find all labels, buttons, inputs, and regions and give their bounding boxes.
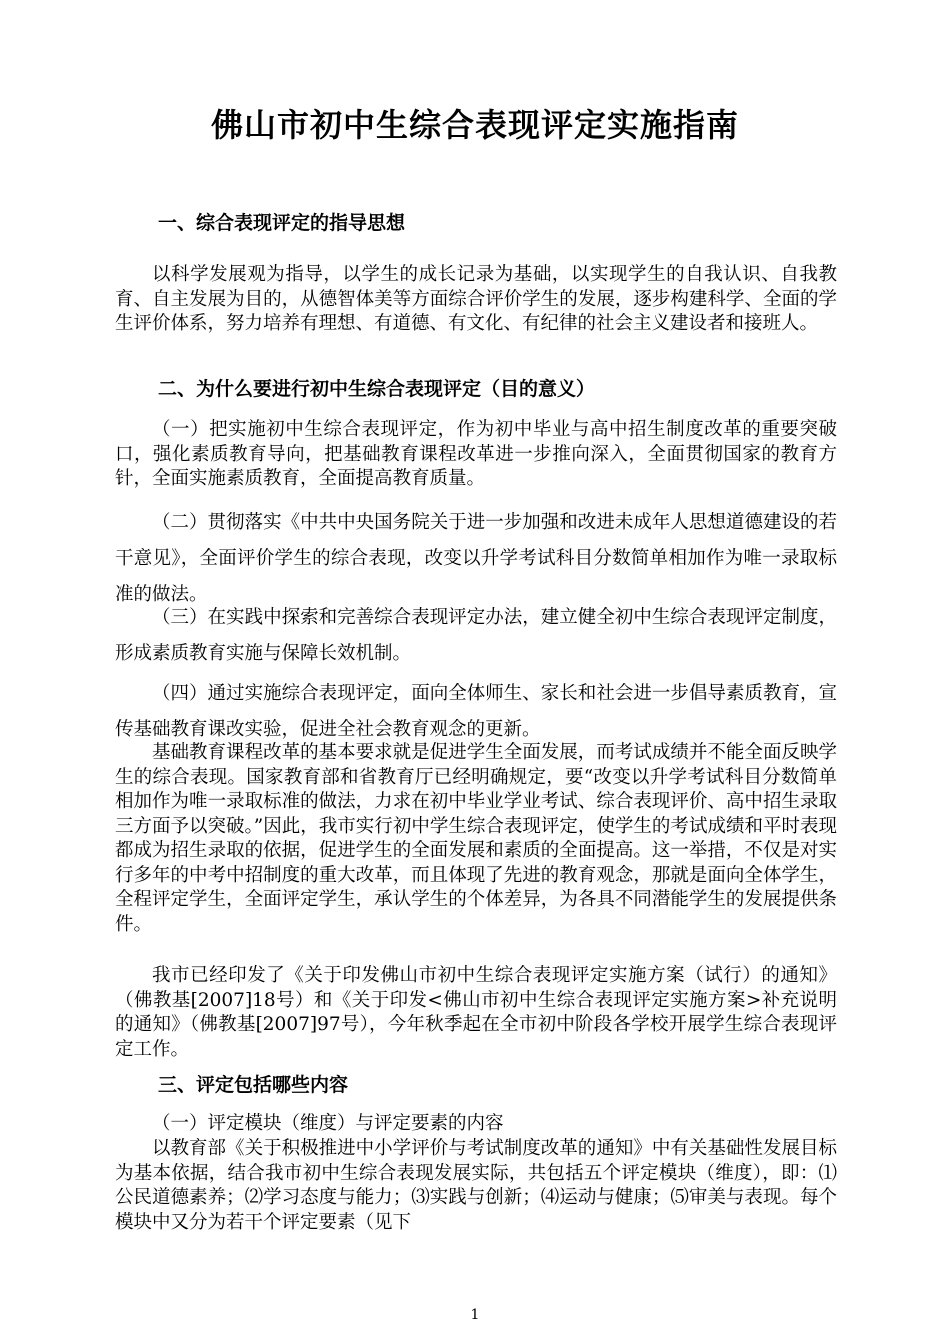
paragraph-content-subheading: （一）评定模块（维度）与评定要素的内容 [152, 1113, 504, 1134]
paragraph-purpose-4: （四）通过实施综合表现评定，面向全体师生、家长和社会进一步倡导素质教育，宣传基础教育课改实验，促进全社会教育观念的更新。 [115, 683, 837, 740]
paragraph-purpose-6: 我市已经印发了《关于印发佛山市初中生综合表现评定实施方案（试行）的通知》（佛教基[2007]18号）和《关于印发<佛山市初中生综合表现评定实施方案>补充说明的通知》（佛教基[2007]97号），今年秋季起在全市初中阶段各学校开展学生综合表现评定工作。 [115, 965, 837, 1060]
paragraph-guiding-principle: 以科学发展观为指导，以学生的成长记录为基础，以实现学生的自我认识、自我教育、自主发展为目的，从德智体美等方面综合评价学生的发展，逐步构建科学、全面的学生评价体系，努力培养有理想、有道德、有文化、有纪律的社会主义建设者和接班人。 [115, 264, 837, 334]
page-number: 1 [470, 1307, 480, 1323]
paragraph-purpose-2: （二）贯彻落实《中共中央国务院关于进一步加强和改进未成年人思想道德建设的若干意见》，全面评价学生的综合表现，改变以升学考试科目分数简单相加作为唯一录取标准的做法。 [115, 512, 837, 605]
section-heading-guiding-principle: 一、综合表现评定的指导思想 [158, 212, 406, 234]
document-title: 佛山市初中生综合表现评定实施指南 [210, 106, 739, 144]
paragraph-content-1: 以教育部《关于积极推进中小学评价与考试制度改革的通知》中有关基础性发展目标为基本依据，结合我市初中生综合表现发展实际，共包括五个评定模块（维度），即：⑴ 公民道德素养；⑵学习态度与能力；⑶实践与创新；⑷运动与健康；⑸审美与表现。每个模块中又分为若干个评定要素（见下 [115, 1138, 837, 1233]
section-heading-purpose: 二、为什么要进行初中生综合表现评定（目的意义） [158, 378, 596, 400]
paragraph-purpose-5: 基础教育课程改革的基本要求就是促进学生全面发展，而考试成绩并不能全面反映学生的综合表现。国家教育部和省教育厅已经明确规定，要“改变以升学考试科目分数简单相加作为唯一录取标准的做法，力求在初中毕业学业考试、综合表现评价、高中招生录取三方面予以突破。”因此，我市实行初中学生综合表现评定，使学生的考试成绩和平时表现都成为招生录取的依据，促进学生的全面发展和素质的全面提高。这一举措，不仅是对实行多年的中考中招制度的重大改革，而且体现了先进的教育观念，那就是面向全体学生，全程评定学生，全面评定学生，承认学生的个体差异，为各具不同潜能学生的发展提供条件。 [115, 742, 837, 935]
section-heading-content: 三、评定包括哪些内容 [158, 1074, 349, 1096]
paragraph-purpose-3: （三）在实践中探索和完善综合表现评定办法，建立健全初中生综合表现评定制度，形成素质教育实施与保障长效机制。 [115, 607, 837, 664]
paragraph-purpose-1: （一）把实施初中生综合表现评定，作为初中毕业与高中招生制度改革的重要突破口，强化素质教育导向，把基础教育课程改革进一步推向深入，全面贯彻国家的教育方针，全面实施素质教育，全面提高教育质量。 [115, 419, 837, 489]
